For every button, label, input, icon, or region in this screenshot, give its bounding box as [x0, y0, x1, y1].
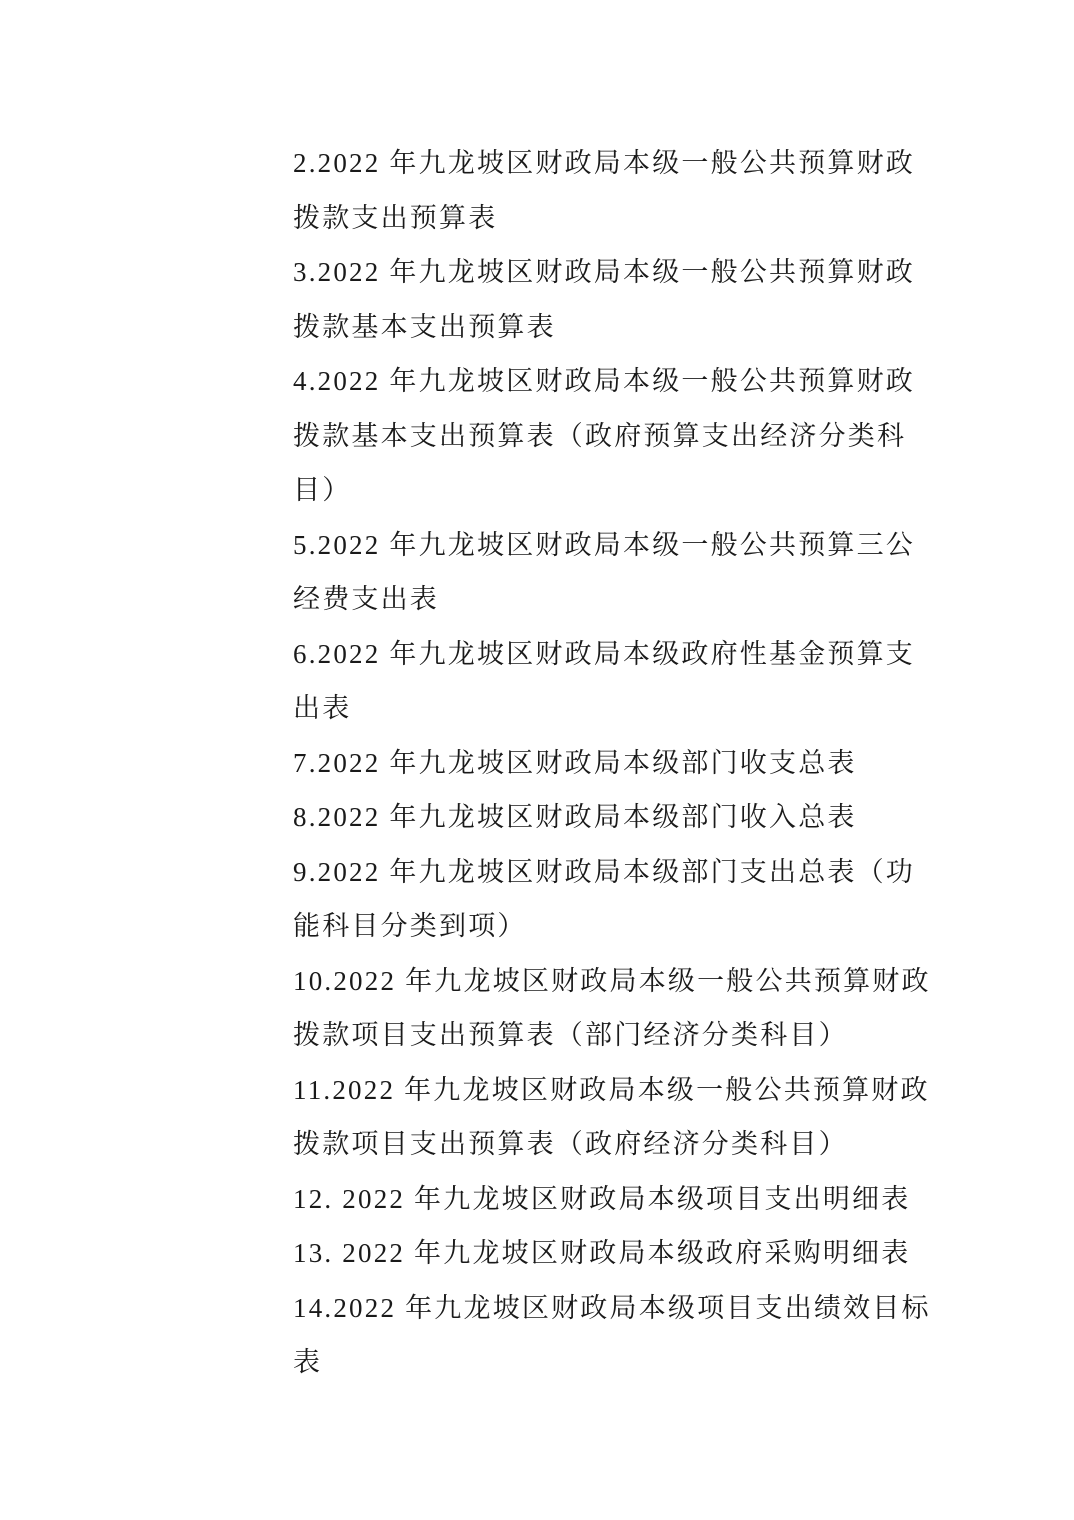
list-item-line: 10.2022 年九龙坡区财政局本级一般公共预算财政 — [293, 965, 931, 996]
list-item-line: 13. 2022 年九龙坡区财政局本级政府采购明细表 — [293, 1238, 911, 1268]
list-item-line: 拨款项目支出预算表（政府经济分类科目） — [293, 1129, 848, 1159]
list-item-line: 12. 2022 年九龙坡区财政局本级项目支出明细表 — [293, 1183, 911, 1214]
list-item-line: 拨款支出预算表 — [293, 202, 498, 233]
list-item-line: 14.2022 年九龙坡区财政局本级项目支出绩效目标 — [293, 1292, 931, 1323]
list-item — [293, 518, 933, 627]
list-item-line: 目） — [293, 475, 352, 505]
list-item — [293, 954, 933, 1063]
list-item-line: 4.2022 年九龙坡区财政局本级一般公共预算财政 — [293, 366, 915, 396]
list-item-line: 能科目分类到项） — [293, 911, 527, 941]
list-item-line: 表 — [293, 1347, 323, 1377]
list-item — [293, 845, 933, 954]
list-item-line: 6.2022 年九龙坡区财政局本级政府性基金预算支 — [293, 638, 915, 669]
list-item-line: 5.2022 年九龙坡区财政局本级一般公共预算三公 — [293, 529, 915, 560]
list-item — [293, 1226, 933, 1281]
list-item-line: 11.2022 年九龙坡区财政局本级一般公共预算财政 — [293, 1074, 930, 1105]
list-item — [293, 136, 933, 245]
list-item-line: 2.2022 年九龙坡区财政局本级一般公共预算财政 — [293, 148, 915, 178]
table-list — [293, 136, 933, 1390]
list-item — [293, 354, 933, 518]
list-item-line: 3.2022 年九龙坡区财政局本级一般公共预算财政 — [293, 257, 915, 287]
list-item-line: 8.2022 年九龙坡区财政局本级部门收入总表 — [293, 802, 857, 832]
list-item-line: 出表 — [293, 693, 352, 723]
list-item — [293, 245, 933, 354]
list-item-line: 经费支出表 — [293, 584, 439, 614]
list-item — [293, 1063, 933, 1172]
list-item-line: 拨款基本支出预算表 — [293, 311, 556, 342]
list-item-line: 9.2022 年九龙坡区财政局本级部门支出总表（功 — [293, 856, 915, 887]
list-item — [293, 1281, 933, 1390]
list-item — [293, 1172, 933, 1227]
list-item-line: 拨款项目支出预算表（部门经济分类科目） — [293, 1020, 848, 1050]
list-item-line: 拨款基本支出预算表（政府预算支出经济分类科 — [293, 420, 907, 451]
list-item — [293, 627, 933, 736]
list-item — [293, 736, 933, 791]
list-item — [293, 790, 933, 845]
list-item-line: 7.2022 年九龙坡区财政局本级部门收支总表 — [293, 747, 857, 778]
